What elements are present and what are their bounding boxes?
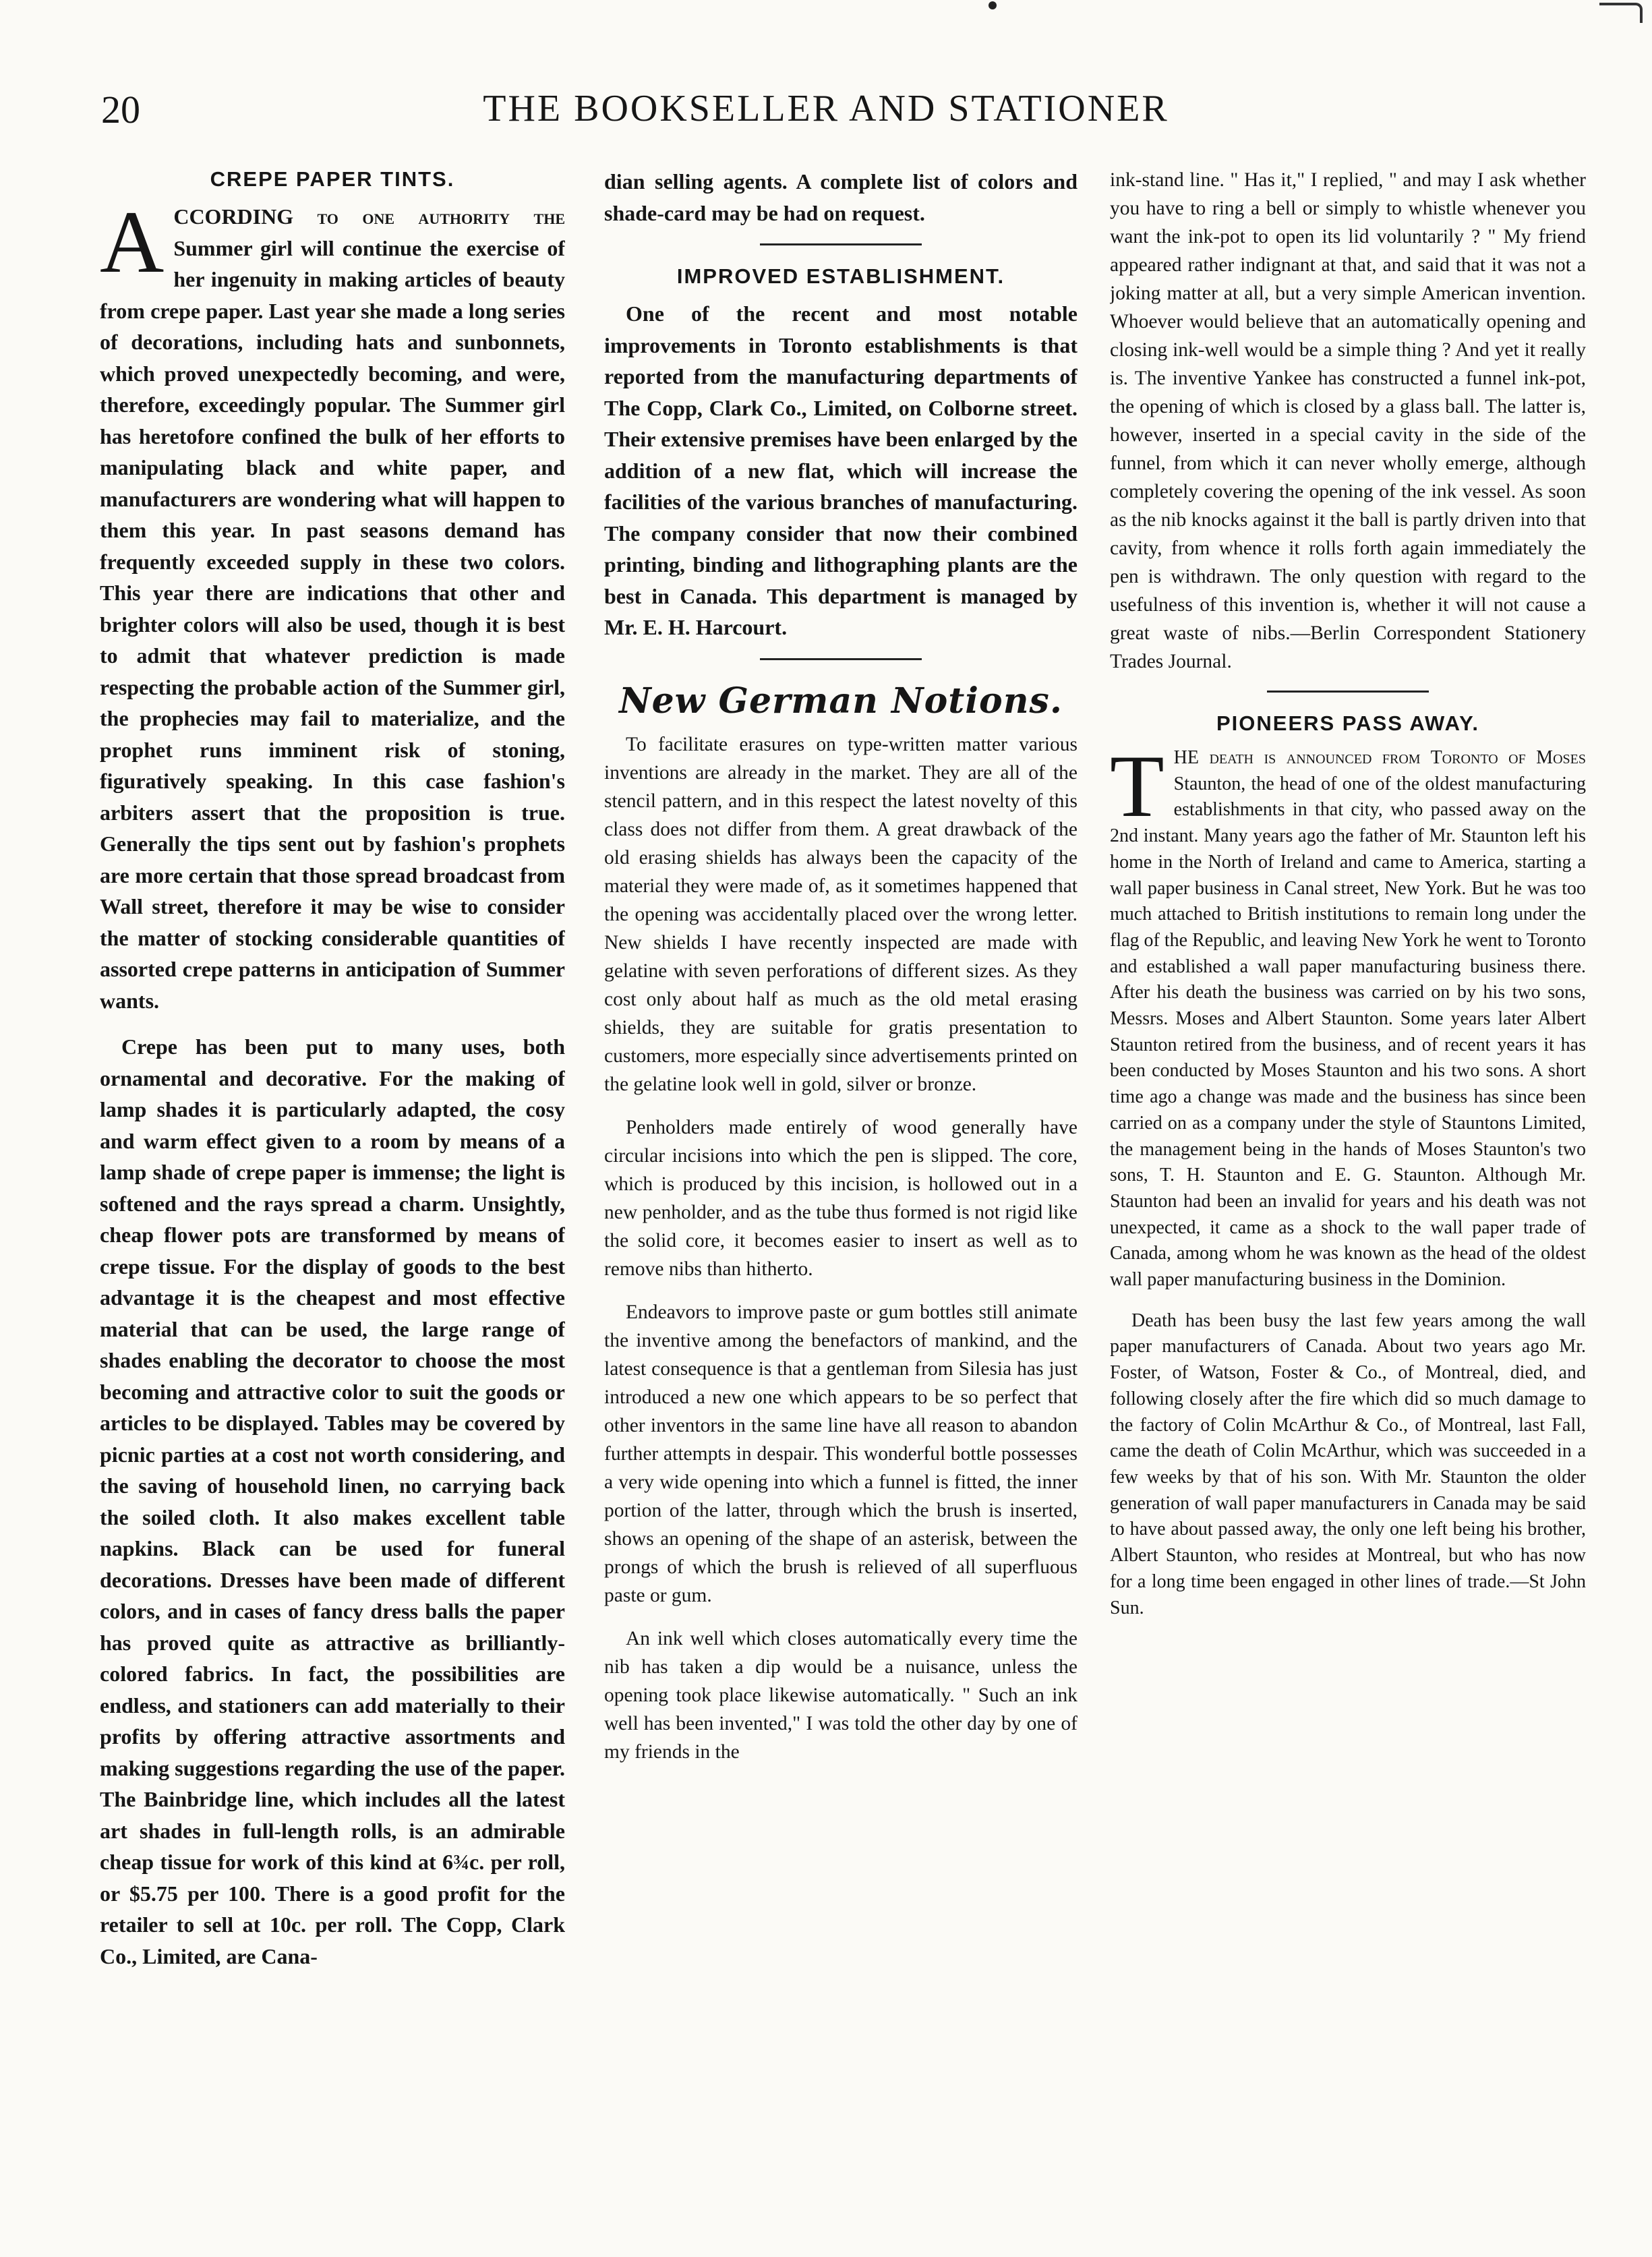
crepe-paragraph-1-text: CCORDING to one authority the Summer girl will continue the exercise of her ingenuity in making articles of beauty from crepe paper. Last year she made a long series of decorations, including hats and sunbonnets, which proved unexpectedly becoming, and were, therefore, exceedingly popular. The Summer girl has heretofore confined the bulk of her efforts to manipulating black and white paper, and manufacturers are wondering what will happen to them this year. In past seasons demand has frequently exceeded supply in these two colors. This year there are indications that other and brighter colors will also be used, though it is best to admit that whatever prediction is made respecting the probable action of the Summer girl, the prophecies may fail to materialize, and the prophet runs imminent risk of stoning, figuratively speaking. In this case fashion's arbiters assert that the proposition is true. Generally the tips sent out by fashion's prophets are more certain that those spread broadcast from Wall street, therefore it may be wise to consider the matter of stocking considerable quantities of assorted crepe patterns in anticipation of Summer wants.: [100, 204, 565, 1013]
heading-crepe-paper-tints: CREPE PAPER TINTS.: [210, 167, 455, 191]
german-paragraph-4-continued: ink-stand line. " Has it," I replied, " and may I ask whether you have to ring a bell or simply to whistle whenever you want the ink-pot to open its lid voluntarily ? " My friend appeared rather indignant at that, and said that it was not a joking matter at all, but a very simple American invention. Whoever would believe that an automatically opening and closing ink-well would be a simple thing ? And yet it really is. The inventive Yankee has constructed a funnel ink-pot, the opening of which is closed by a glass ball. The latter is, however, inserted in a special cavity in the side of the funnel, from which it can never wholly emerge, although completely covering the opening of the ink vessel. As soon as the nib knocks against it the ball is partly driven into that cavity, from whence it rolls forth again immediately the pen is withdrawn. The only question with regard to the usefulness of this invention is, whether it will not cause a great waste of nibs.—Berlin Correspondent Stationery Trades Journal.: [1110, 169, 1586, 672]
pioneers-paragraph-1-text: HE death is announced from Toronto of Moses Staunton, the head of one of the oldest manufacturing establishments in that city, who passed away on the 2nd instant. Many years ago the father of Mr. Staunton left his home in the North of Ireland and came to America, starting a wall paper business in Canal street, New York. But he was too much attached to British institutions to remain long under the flag of the Republic, and leaving New York he went to Toronto and established a wall paper manufacturing business there. After his death the business was carried on by his two sons, Messrs. Moses and Albert Staunton. Some years later Albert Staunton retired from the business, and of recent years it has been conducted by Moses Staunton and his two sons. A short time ago a change was made and the business has since been carried on as a company under the style of Stauntons Limited, the management being in the hands of Moses Staunton's two sons, T. H. Staunton and E. G. Staunton. Although Mr. Staunton had been an invalid for years and his death was not unexpected, it came as a shock to the wall paper trade of Canada, among whom he was known as the head of the oldest wall paper manufacturing business in the Dominion.: [1110, 747, 1586, 1291]
improved-paragraph-1: One of the recent and most notable improvements in Toronto establishments is that reported from the manufacturing departments of The Copp, Clark Co., Limited, on Colborne street. Their extensive premises have been enlarged by the addition of a new flat, which will increase the facilities of the various branches of manufacturing. The company consider that now their combined printing, binding and lithographing plants are the best in Canada. This department is managed by Mr. E. H. Harcourt.: [604, 301, 1078, 639]
drop-cap-a: A: [100, 192, 165, 291]
crepe-paragraph-2-continued: dian selling agents. A complete list of colors and shade-card may be had on request.: [604, 169, 1078, 225]
german-paragraph-1: To facilitate erasures on type-written matter various inventions are already in the market. They are all of the stencil pattern, and in this respect the latest novelty of this class does not differ from them. A great drawback of the old erasing shields has always been the capacity of the material they were made of, as it sometimes happened that the opening was accidentally placed over the wrong letter. New shields I have recently inspected are made with gelatine with seven perforations of different sizes. As they cost only about half as much as the old metal erasing shields, they are suitable for gratis presentation to customers, more especially since advertisements printed on the gelatine look well in gold, silver or bronze.: [604, 733, 1078, 1095]
column-1: [100, 166, 565, 2202]
divider-rule: [1267, 691, 1429, 693]
crepe-paragraph-1: [100, 192, 565, 1016]
heading-pioneers-pass-away: PIONEERS PASS AWAY.: [1216, 711, 1480, 735]
running-title: THE BOOKSELLER AND STATIONER: [483, 88, 1169, 129]
ink-dot-mark: [989, 1, 997, 9]
heading-new-german-notions: New German Notions.: [619, 680, 1063, 722]
crepe-paragraph-2: Crepe has been put to many uses, both ornamental and decorative. For the making of lamp shades it is particularly adapted, the cosy and warm effect given to a room by means of a lamp shade of crepe paper is immense; the light is softened and the rays spread a charm. Unsightly, cheap flower pots are transformed by means of crepe tissue. For the display of goods to the best advantage it is the cheapest and most effective material that can be used, the large range of shades enabling the decorator to choose the most becoming and attractive color to suit the goods or articles to be displayed. Tables may be covered by picnic parties at a cost not worth considering, and the saving of household linen, no carrying back the soiled cloth. It also makes excellent table napkins. Black can be used for funeral decorations. Dresses have been made of different colors, and in cases of fancy dress balls the paper has proved quite as attractive as brilliantly-colored fabrics. In fact, the possibilities are endless, and stationers can add materially to their profits by offering attractive assortments and making suggestions regarding the use of the paper. The Bainbridge line, which includes all the latest art shades in full-length rolls, is an admirable cheap tissue for work of this kind at 6¾c. per roll, or $5.75 per 100. There is a good profit for the retailer to sell at 10c. per roll. The Copp, Clark Co., Limited, are Cana-: [100, 1034, 565, 1968]
divider-rule: [760, 658, 922, 660]
page-corner-mark: [1599, 3, 1643, 23]
pioneers-paragraph-1: [1110, 736, 1586, 1293]
column-3: [1110, 166, 1586, 2202]
german-paragraph-2: Penholders made entirely of wood generally have circular incisions into which the pen is slipped. The core, which is produced by this incision, is hollowed out in a new penholder, and as the tube thus formed is not rigid like the solid core, it becomes easier to insert as well as to remove nibs than hitherto.: [604, 1116, 1078, 1280]
pioneers-paragraph-2: Death has been busy the last few years among the wall paper manufacturers of Canada. About two years ago Mr. Foster, of Watson, Foster & Co., of Montreal, died, and following closely after the fire which did so much damage to the factory of Colin McArthur & Co., of Montreal, last Fall, came the death of Colin McArthur, which was succeeded in a few weeks by that of his son. With Mr. Staunton the older generation of wall paper manufacturers in Canada may be said to have about passed away, the only one left being his brother, Albert Staunton, who resides at Montreal, but who has now for a long time been engaged in other lines of trade.—St John Sun.: [1110, 1310, 1586, 1618]
column-2: [604, 166, 1078, 2202]
divider-rule: [760, 243, 922, 245]
german-paragraph-4: An ink well which closes automatically every time the nib has taken a dip would be a nuisance, unless the opening took place likewise automatically. " Such an ink well has been invented," I was told the other day by one of my friends in the: [604, 1627, 1078, 1763]
drop-cap-t: T: [1110, 736, 1164, 836]
german-paragraph-3: Endeavors to improve paste or gum bottles still animate the inventive among the benefactors of mankind, and the latest consequence is that a gentleman from Silesia has just introduced a new one which appears to be so perfect that other inventors in the same line have all reason to abandon further attempts in despair. This wonderful bottle possesses a very wide opening into which a funnel is fitted, the inner portion of the latter, through which the brush is inserted, shows an opening of the shape of an asterisk, between the prongs of which the brush is relieved of all superfluous paste or gum.: [604, 1301, 1078, 1606]
heading-improved-establishment: IMPROVED ESTABLISHMENT.: [676, 264, 1005, 288]
page-number: 20: [101, 88, 140, 131]
